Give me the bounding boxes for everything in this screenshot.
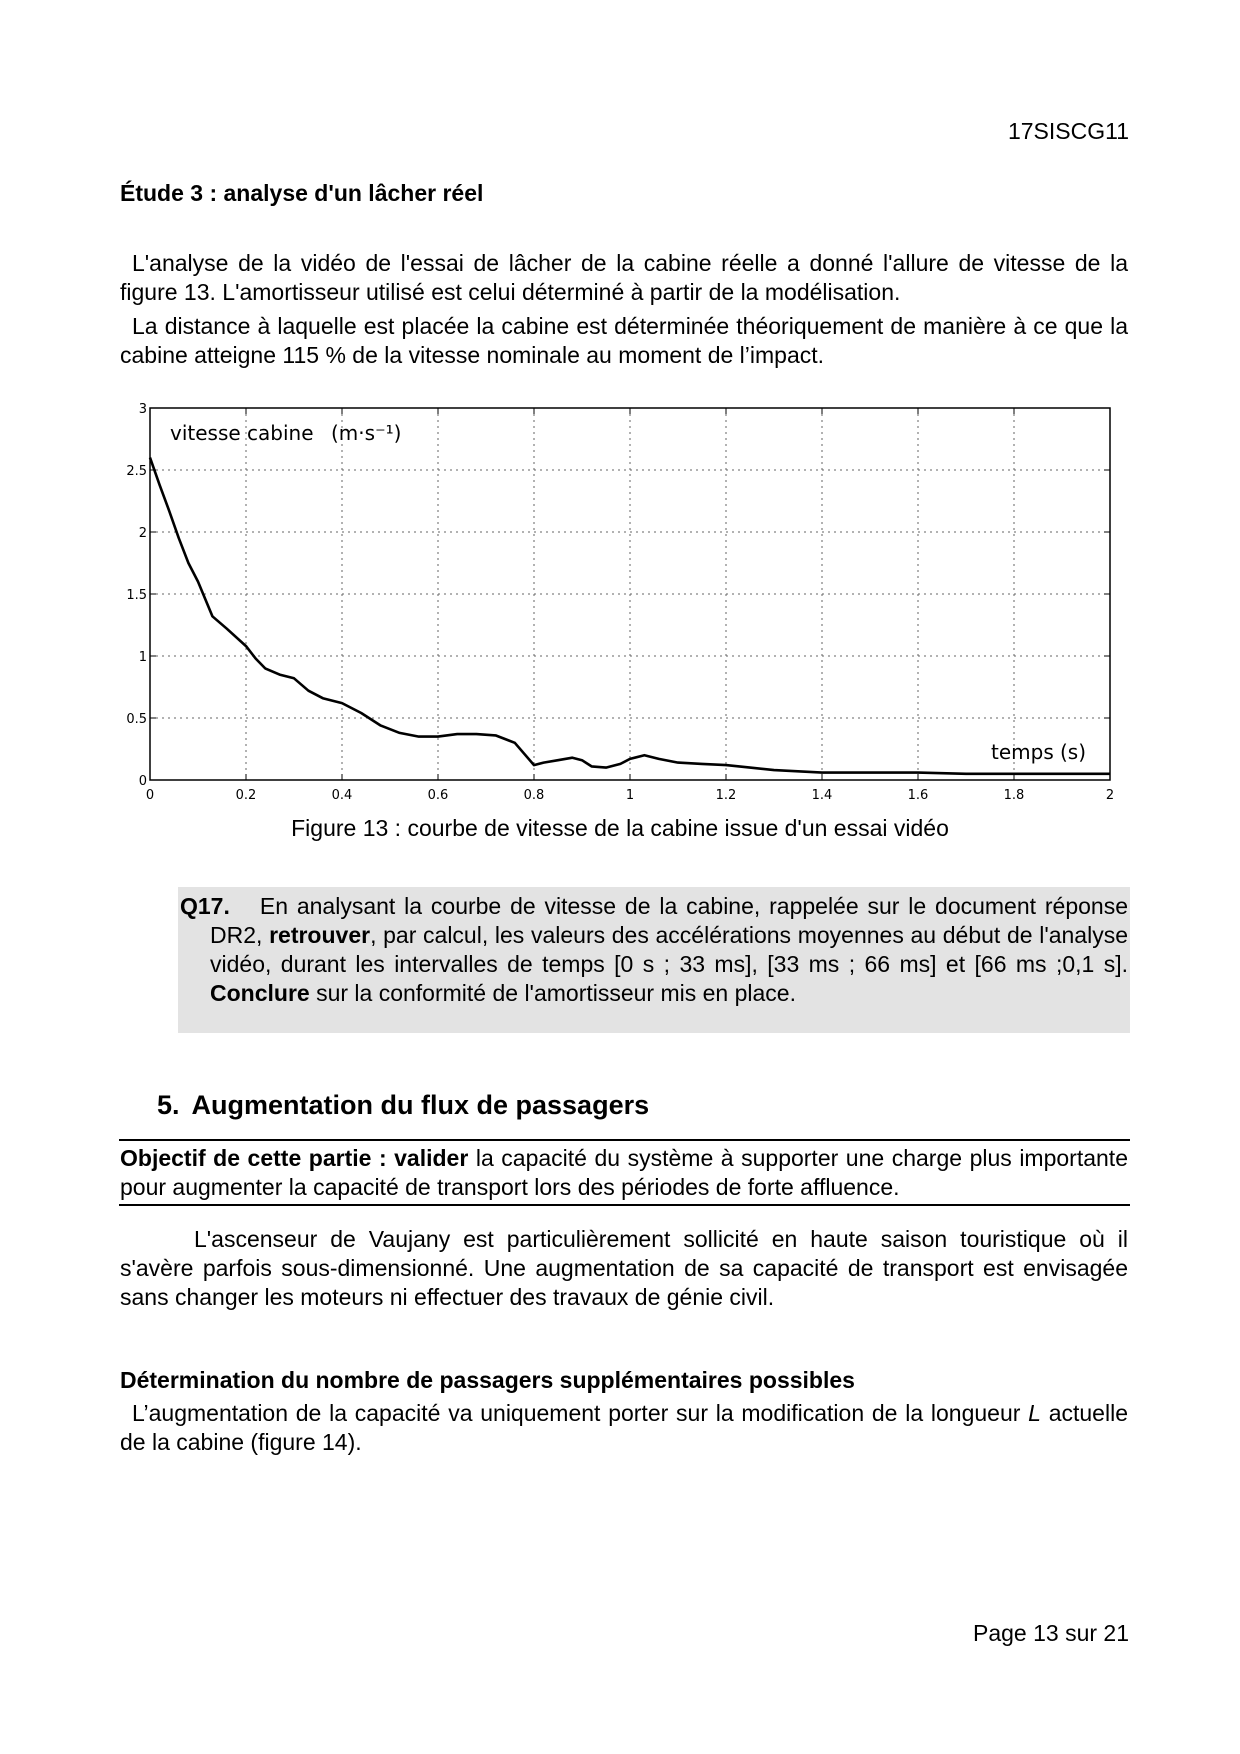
y-tick-label: 0 bbox=[138, 774, 147, 789]
x-tick-label: 1 bbox=[625, 788, 635, 803]
velocity-chart bbox=[118, 400, 1128, 810]
chart-svg bbox=[118, 400, 1128, 810]
objective-paragraph: Objectif de cette partie : valider la capacité du système à supporter une charge plus importante pour augmenter la capacité de transport lors des périodes de forte affluence. bbox=[120, 1145, 1128, 1200]
question-number: Q17. bbox=[180, 893, 230, 919]
x-tick-label: 0.2 bbox=[235, 788, 257, 803]
body-paragraph: L'ascenseur de Vaujany est particulièrement sollicité en haute saison touristique où il s'avère parfois sous-dimensionné. Une augmentation de sa capacité de transport est envisagée sans changer les moteurs ni effectuer des travaux de génie civil. bbox=[120, 1226, 1128, 1310]
section-title: 5. Augmentation du flux de passagers bbox=[157, 1090, 650, 1120]
subsection-title: Détermination du nombre de passagers supplémentaires possibles bbox=[120, 1367, 855, 1393]
x-tick-label: 1.8 bbox=[1003, 788, 1025, 803]
y-axis-label: vitesse cabine bbox=[170, 421, 314, 445]
study-title: Étude 3 : analyse d'un lâcher réel bbox=[120, 180, 484, 206]
y-axis-unit: (m·s⁻¹) bbox=[331, 421, 402, 445]
chart-grid bbox=[150, 408, 1110, 780]
x-tick-label: 0.4 bbox=[331, 788, 353, 803]
page-number: Page 13 sur 21 bbox=[972, 1620, 1129, 1646]
y-tick-label: 3 bbox=[138, 402, 147, 417]
x-tick-label: 0 bbox=[145, 788, 155, 803]
y-tick-label: 2 bbox=[138, 526, 147, 541]
x-tick-label: 1.4 bbox=[811, 788, 833, 803]
x-tick-label: 1.6 bbox=[907, 788, 929, 803]
chart-ticks bbox=[126, 402, 1114, 803]
y-tick-label: 1.5 bbox=[126, 588, 147, 603]
intro-paragraph-2: La distance à laquelle est placée la cabine est déterminée théoriquement de manière à ce que la cabine atteigne 115 % de la vitesse nominale au moment de l’impact. bbox=[120, 313, 1128, 368]
x-axis-unit: (s) bbox=[1060, 740, 1087, 764]
x-axis-label: temps bbox=[991, 740, 1054, 764]
y-tick-label: 1 bbox=[138, 650, 147, 665]
x-tick-label: 0.6 bbox=[427, 788, 449, 803]
x-tick-label: 1.2 bbox=[715, 788, 737, 803]
x-tick-label: 0.8 bbox=[523, 788, 545, 803]
intro-paragraph-1: L'analyse de la vidéo de l'essai de lâcher de la cabine réelle a donné l'allure de vitesse de la figure 13. L'amortisseur utilisé est celui déterminé à partir de la modélisation. bbox=[120, 250, 1128, 305]
y-tick-label: 2.5 bbox=[126, 464, 147, 479]
body-paragraph-2: L’augmentation de la capacité va uniquement porter sur la modification de la longueur L actuelle de la cabine (figure 14). bbox=[120, 1400, 1128, 1455]
objective-bottom-rule bbox=[119, 1204, 1130, 1206]
x-tick-label: 2 bbox=[1105, 788, 1115, 803]
question-text: Q17. En analysant la courbe de vitesse de la cabine, rappelée sur le document réponse DR2, retrouver, par calcul, les valeurs des accélérations moyennes au début de l'analyse vidéo, durant les intervalles de temps [0 s ; 33 ms], [33 ms ; 66 ms] et [66 ms ;0,1 s]. Conclure sur la conformité de l'amortisseur mis en place. bbox=[180, 893, 1128, 1006]
figure-caption: Figure 13 : courbe de vitesse de la cabine issue d'un essai vidéo bbox=[291, 815, 949, 841]
y-tick-label: 0.5 bbox=[126, 712, 147, 727]
objective-top-rule bbox=[119, 1139, 1130, 1141]
document-code: 17SISCG11 bbox=[1007, 118, 1129, 144]
